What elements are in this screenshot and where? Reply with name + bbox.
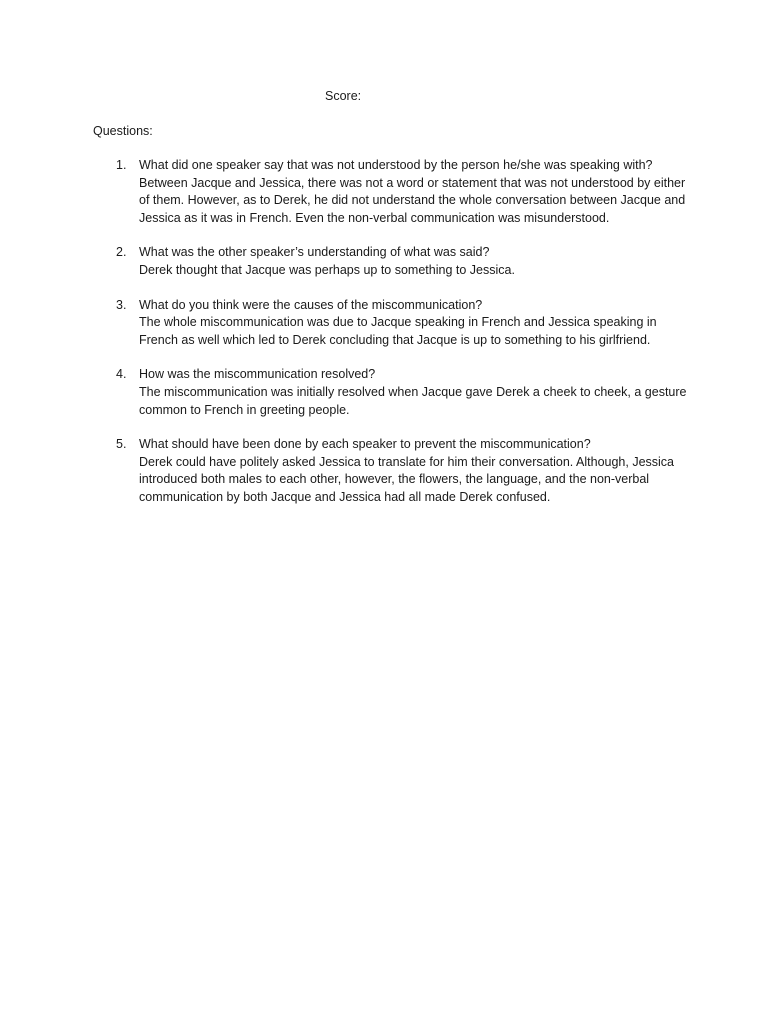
question-item-5	[93, 436, 693, 506]
question-number: 5.	[116, 437, 127, 452]
question-number: 1.	[116, 158, 127, 172]
score-label: Score:	[325, 89, 362, 103]
answer-text: Derek thought that Jacque was perhaps up to something to Jessica.	[139, 262, 515, 277]
question-text: What do you think were the causes of the miscommunication?	[139, 297, 483, 312]
questions-list	[93, 157, 693, 524]
question-text: What was the other speaker’s understanding of what was said?	[139, 245, 490, 260]
answer-text: The whole miscommunication was due to Jacque speaking in French and Jessica speaking in French as well which led to Derek concluding that Jacque is up to something to his girlfriend.	[139, 315, 657, 347]
answer-text: Derek could have politely asked Jessica to translate for him their conversation. Although, Jessica introduced both males to each other, however, the flowers, the language, and the non-verbal communication by both Jacque and Jessica had all made Derek confused.	[139, 454, 674, 504]
answer-text: The miscommunication was initially resolved when Jacque gave Derek a cheek to cheek, a gesture common to French in greeting people.	[139, 384, 687, 417]
question-item-3	[93, 297, 693, 350]
question-number: 4.	[116, 367, 127, 382]
question-text: What did one speaker say that was not understood by the person he/she was speaking with?	[139, 158, 653, 172]
question-item-2	[93, 244, 693, 279]
question-number: 3.	[116, 297, 127, 312]
questions-heading: Questions:	[93, 124, 153, 138]
question-item-1	[93, 157, 693, 227]
question-text: How was the miscommunication resolved?	[139, 367, 376, 382]
answer-text: Between Jacque and Jessica, there was not a word or statement that was not understood by either of them. However, as to Derek, he did not understand the whole conversation between Jacque and Jessica as it was in French. Even the non-verbal communication was misunderstood.	[139, 175, 686, 225]
question-number: 2.	[116, 245, 127, 260]
question-item-4	[93, 366, 693, 419]
question-text: What should have been done by each speaker to prevent the miscommunication?	[139, 437, 591, 452]
